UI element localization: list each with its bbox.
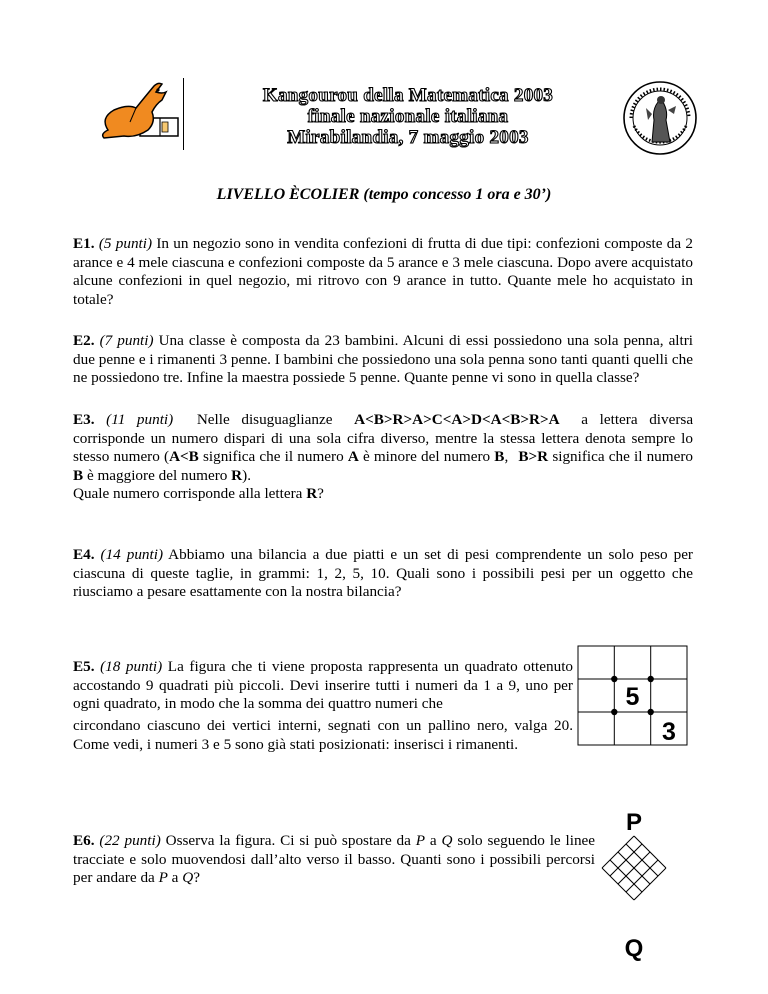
letter-a: A (347, 448, 359, 466)
letter-r: R (231, 466, 243, 484)
header-line-1: Kangourou della Matematica 2003 (262, 85, 554, 106)
separator: , (504, 448, 509, 466)
problem-text: Osserva la figura. Ci si può spostare da (165, 832, 411, 849)
problem-label: E1. (73, 235, 95, 252)
problem-e3 (73, 411, 693, 504)
inequality-chain: A<B>R>A>C<A>D<A<B>R>A (354, 411, 560, 428)
inequality-example: A<B (169, 448, 199, 466)
problem-question: Quale numero corrisponde alla lettera (73, 485, 303, 503)
letter-b: B (73, 466, 84, 484)
problem-text: ? (193, 869, 200, 887)
problem-text: solo seguendo le linee tracciate e solo muovendosi dall’alto verso il basso. Quanti sono i possibili percorsi per andare da (73, 832, 596, 887)
problem-text: Una classe è composta da 23 bambini. Alcuni di essi possiedono una sola penna, altri due penne e i rimanenti 3 penne. I bambini che possiedono una sola penna sono tanti quanti quelli che ne possiedono tre. Infine la maestra possiede 5 penne. Quante penne vi sono in quella classe? (73, 332, 694, 387)
problem-text: Abbiamo una bilancia a due piatti e un set di pesi comprendente un solo peso per ciascuna di queste taglie, in grammi: 1, 2, 5, 10. Quali sono i possibili pesi per un oggetto che riusciamo a pesare esattamente con la nostra bilancia? (73, 546, 693, 601)
problem-text: circondano ciascuno dei vertici interni, segnati con un pallino nero, valga 20. Come vedi, i numeri 3 e 5 sono già stati posizionati: inserisci i rimanenti. (73, 717, 573, 753)
problem-points: (5 punti) (98, 235, 153, 252)
problem-text: Nelle disuguaglianze (196, 411, 333, 428)
point-q: Q (182, 869, 194, 887)
grid-number-bottom-right: 3 (662, 718, 676, 746)
problem-text: In un negozio sono in vendita confezioni di frutta di due tipi: confezioni composte da 2 arance e 4 mele ciascuna e confezioni composte da 5 arance e 3 mele ciascuna. Dopo avere acquistato alcune confezioni in quel negozio, mi ritrovo con 9 arance in tutto. Quante mele ho acquistato in totale? (73, 235, 694, 308)
header-divider (183, 78, 184, 150)
problem-text: a (429, 832, 437, 849)
problem-text: è minore del numero (362, 448, 491, 466)
problem-points: (18 punti) (100, 658, 163, 675)
problem-text: a (171, 869, 179, 887)
point-p: P (158, 869, 168, 887)
university-seal (622, 80, 698, 156)
problem-label: E3. (73, 411, 95, 428)
problem-text: è maggiore del numero (86, 466, 228, 484)
kangaroo-logo (96, 78, 182, 150)
point-q: Q (441, 832, 453, 849)
vertex-dot (611, 709, 617, 715)
letter-r: R (306, 485, 318, 503)
letter-b: B (494, 448, 505, 466)
number-grid (577, 645, 689, 747)
problem-text: La figura che ti viene proposta rappresenta un quadrato ottenuto accostando 9 quadrati più piccoli. Devi inserire tutti i numeri da 1 a 9, uno per ogni quadrato, in modo che la somma dei quattro numeri che (73, 658, 574, 713)
problem-text: ). (242, 466, 251, 484)
problem-e1 (73, 235, 693, 309)
label-p: P (625, 809, 643, 836)
page-header (248, 85, 568, 148)
problem-text: ? (317, 485, 324, 503)
problem-e5 (73, 658, 573, 714)
problem-e5-continued (73, 717, 573, 754)
problem-label: E4. (73, 546, 95, 563)
problem-points: (14 punti) (100, 546, 164, 563)
problem-points: (22 punti) (99, 832, 161, 849)
problem-text: a lettera diversa corrisponde un numero dispari di una sola cifra diverso, mentre la stessa lettera denota sempre lo stesso numero ( (73, 411, 694, 466)
path-diagram (596, 806, 672, 964)
problem-label: E6. (73, 832, 95, 849)
problem-points: (11 punti) (106, 411, 174, 428)
problem-points: (7 punti) (99, 332, 154, 349)
problem-e4 (73, 546, 693, 602)
level-title: LIVELLO ÈCOLIER (tempo concesso 1 ora e 30’) (216, 186, 552, 203)
vertex-dot (648, 676, 654, 682)
problem-label: E2. (73, 332, 95, 349)
problem-e2 (73, 332, 693, 388)
vertex-dot (611, 676, 617, 682)
point-p: P (415, 832, 426, 849)
problem-e6 (73, 832, 595, 888)
label-q: Q (624, 935, 644, 962)
problem-text: significa che il numero (552, 448, 693, 466)
vertex-dot (648, 709, 654, 715)
header-line-2: finale nazionale italiana (307, 106, 509, 127)
grid-number-center: 5 (625, 683, 640, 711)
header-line-3: Mirabilandia, 7 maggio 2003 (287, 127, 529, 148)
inequality-example: B>R (518, 448, 549, 466)
problem-text: significa che il numero (202, 448, 344, 466)
problem-label: E5. (73, 658, 95, 675)
